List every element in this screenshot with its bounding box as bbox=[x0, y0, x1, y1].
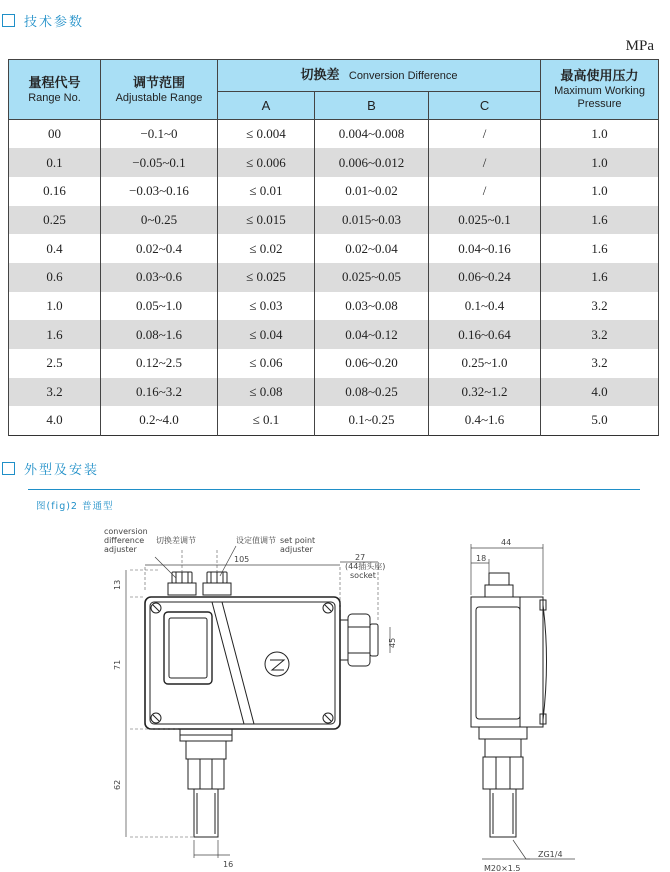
callout-conv-en2: difference bbox=[104, 536, 145, 545]
cell-adjustable: −0.05~0.1 bbox=[101, 148, 218, 177]
cell-adjustable: 0.03~0.6 bbox=[101, 263, 218, 292]
cell-max: 1.0 bbox=[541, 148, 659, 177]
table-row bbox=[9, 206, 659, 235]
cell-b: 0.1~0.25 bbox=[315, 406, 429, 435]
header-range-en: Range No. bbox=[28, 91, 81, 104]
dim-62: 62 bbox=[113, 779, 122, 790]
cell-b: 0.015~0.03 bbox=[315, 206, 429, 235]
cell-max: 1.6 bbox=[541, 263, 659, 292]
cell-b: 0.006~0.012 bbox=[315, 148, 429, 177]
dim-45: 45 bbox=[388, 637, 397, 648]
cell-b: 0.03~0.08 bbox=[315, 292, 429, 321]
cell-range: 00 bbox=[9, 120, 101, 149]
dim-13: 13 bbox=[113, 579, 122, 590]
header-adj-en: Adjustable Range bbox=[115, 91, 203, 104]
thread-fitting bbox=[194, 789, 218, 837]
header-col-a: A bbox=[218, 92, 315, 120]
cell-c: / bbox=[429, 148, 541, 177]
logo-icon bbox=[265, 652, 289, 676]
dim-71: 71 bbox=[113, 659, 122, 670]
side-thread bbox=[490, 789, 516, 837]
cell-b: 0.004~0.008 bbox=[315, 120, 429, 149]
table-row bbox=[9, 320, 659, 349]
side-adjuster bbox=[489, 573, 509, 585]
unit-label: MPa bbox=[625, 38, 654, 54]
cell-c: / bbox=[429, 120, 541, 149]
callout-set-cn: 设定值调节 bbox=[236, 536, 276, 545]
side-hex bbox=[483, 757, 523, 789]
table-row bbox=[9, 349, 659, 378]
table-row bbox=[9, 263, 659, 292]
cell-c: 0.04~0.16 bbox=[429, 234, 541, 263]
callout-set-en2: adjuster bbox=[280, 545, 313, 554]
cell-c: / bbox=[429, 177, 541, 206]
header-max-en: Maximum Working Pressure bbox=[554, 85, 645, 110]
cell-range: 1.0 bbox=[9, 292, 101, 321]
callout-conv-en1: conversion bbox=[104, 527, 148, 536]
cell-max: 3.2 bbox=[541, 320, 659, 349]
cell-c: 0.25~1.0 bbox=[429, 349, 541, 378]
callout-conv-en3: adjuster bbox=[104, 545, 137, 554]
header-conv-cn: 切换差 bbox=[300, 68, 340, 83]
checkbox-square-icon bbox=[2, 462, 15, 475]
header-conv-en: Conversion Difference bbox=[348, 70, 458, 82]
dim-105: 105 bbox=[234, 555, 250, 564]
cell-c: 0.4~1.6 bbox=[429, 406, 541, 435]
dim-27: 27 bbox=[355, 553, 366, 562]
cell-a: ≤ 0.02 bbox=[218, 234, 315, 263]
header-adjustable bbox=[101, 60, 218, 120]
section-title: 外型及安装 bbox=[24, 463, 100, 478]
cell-max: 4.0 bbox=[541, 378, 659, 407]
cell-c: 0.16~0.64 bbox=[429, 320, 541, 349]
cell-range: 3.2 bbox=[9, 378, 101, 407]
dim-18: 18 bbox=[476, 554, 487, 563]
cell-b: 0.04~0.12 bbox=[315, 320, 429, 349]
cell-max: 1.6 bbox=[541, 234, 659, 263]
cell-b: 0.06~0.20 bbox=[315, 349, 429, 378]
table-row bbox=[9, 120, 659, 149]
dim-socket-en: socket bbox=[350, 571, 376, 580]
table-row bbox=[9, 148, 659, 177]
cell-adjustable: 0.2~4.0 bbox=[101, 406, 218, 435]
header-conversion bbox=[218, 60, 541, 92]
thread-zg: ZG1/4 bbox=[538, 850, 563, 859]
cell-adjustable: 0.12~2.5 bbox=[101, 349, 218, 378]
cell-max: 1.6 bbox=[541, 206, 659, 235]
section-header-outline bbox=[2, 459, 99, 478]
table-row bbox=[9, 177, 659, 206]
cell-range: 0.1 bbox=[9, 148, 101, 177]
cell-a: ≤ 0.08 bbox=[218, 378, 315, 407]
set-adjuster-nut bbox=[203, 583, 231, 595]
cell-max: 1.0 bbox=[541, 120, 659, 149]
table-row bbox=[9, 234, 659, 263]
cell-b: 0.01~0.02 bbox=[315, 177, 429, 206]
cell-a: ≤ 0.006 bbox=[218, 148, 315, 177]
header-max-cn: 最高使用压力 bbox=[560, 69, 639, 84]
table-row bbox=[9, 378, 659, 407]
cell-max: 1.0 bbox=[541, 177, 659, 206]
header-col-c: C bbox=[429, 92, 541, 120]
divider-line bbox=[28, 489, 640, 490]
cell-range: 1.6 bbox=[9, 320, 101, 349]
cell-a: ≤ 0.01 bbox=[218, 177, 315, 206]
table-row bbox=[9, 292, 659, 321]
header-range bbox=[9, 60, 101, 120]
cell-range: 0.25 bbox=[9, 206, 101, 235]
cell-a: ≤ 0.03 bbox=[218, 292, 315, 321]
window bbox=[164, 612, 212, 684]
dim-44: 44 bbox=[501, 538, 512, 547]
callout-conv-cn: 切换差调节 bbox=[156, 536, 196, 545]
spec-table bbox=[8, 59, 659, 436]
section-title: 技术参数 bbox=[24, 15, 85, 30]
cell-range: 0.6 bbox=[9, 263, 101, 292]
cell-range: 0.4 bbox=[9, 234, 101, 263]
header-adj-cn: 调节范围 bbox=[132, 75, 185, 91]
cell-a: ≤ 0.015 bbox=[218, 206, 315, 235]
cell-range: 0.16 bbox=[9, 177, 101, 206]
cell-a: ≤ 0.025 bbox=[218, 263, 315, 292]
cell-adjustable: −0.03~0.16 bbox=[101, 177, 218, 206]
header-range-cn: 量程代号 bbox=[28, 75, 81, 91]
table-row bbox=[9, 406, 659, 435]
cell-c: 0.32~1.2 bbox=[429, 378, 541, 407]
cell-b: 0.025~0.05 bbox=[315, 263, 429, 292]
side-housing bbox=[471, 597, 543, 727]
cell-a: ≤ 0.1 bbox=[218, 406, 315, 435]
cell-a: ≤ 0.06 bbox=[218, 349, 315, 378]
cell-adjustable: 0~0.25 bbox=[101, 206, 218, 235]
cell-b: 0.08~0.25 bbox=[315, 378, 429, 407]
dim-socket-cn: (44插头座) bbox=[345, 562, 386, 571]
socket-nut bbox=[348, 614, 370, 666]
housing-inner bbox=[150, 602, 335, 724]
cell-range: 4.0 bbox=[9, 406, 101, 435]
cell-a: ≤ 0.04 bbox=[218, 320, 315, 349]
hex-fitting bbox=[188, 759, 224, 789]
dimension-drawing bbox=[0, 510, 670, 872]
figure-label: 图(fig)2 普通型 bbox=[36, 501, 114, 512]
cell-max: 5.0 bbox=[541, 406, 659, 435]
section-header-tech-params bbox=[2, 11, 84, 30]
callout-set-en1: set point bbox=[280, 536, 316, 545]
cell-adjustable: 0.05~1.0 bbox=[101, 292, 218, 321]
cell-range: 2.5 bbox=[9, 349, 101, 378]
header-col-b: B bbox=[315, 92, 429, 120]
conv-adjuster-nut bbox=[168, 583, 196, 595]
cell-a: ≤ 0.004 bbox=[218, 120, 315, 149]
cell-adjustable: 0.08~1.6 bbox=[101, 320, 218, 349]
cell-adjustable: 0.02~0.4 bbox=[101, 234, 218, 263]
cell-max: 3.2 bbox=[541, 292, 659, 321]
cell-b: 0.02~0.04 bbox=[315, 234, 429, 263]
header-max-pressure bbox=[541, 60, 659, 120]
thread-m: M20×1.5 bbox=[484, 864, 521, 872]
cell-adjustable: −0.1~0 bbox=[101, 120, 218, 149]
cell-c: 0.06~0.24 bbox=[429, 263, 541, 292]
socket-flange bbox=[340, 620, 348, 660]
housing-outline bbox=[145, 597, 340, 729]
cell-adjustable: 0.16~3.2 bbox=[101, 378, 218, 407]
cell-max: 3.2 bbox=[541, 349, 659, 378]
checkbox-square-icon bbox=[2, 14, 15, 27]
dim-16: 16 bbox=[223, 860, 234, 869]
cell-c: 0.1~0.4 bbox=[429, 292, 541, 321]
cell-c: 0.025~0.1 bbox=[429, 206, 541, 235]
